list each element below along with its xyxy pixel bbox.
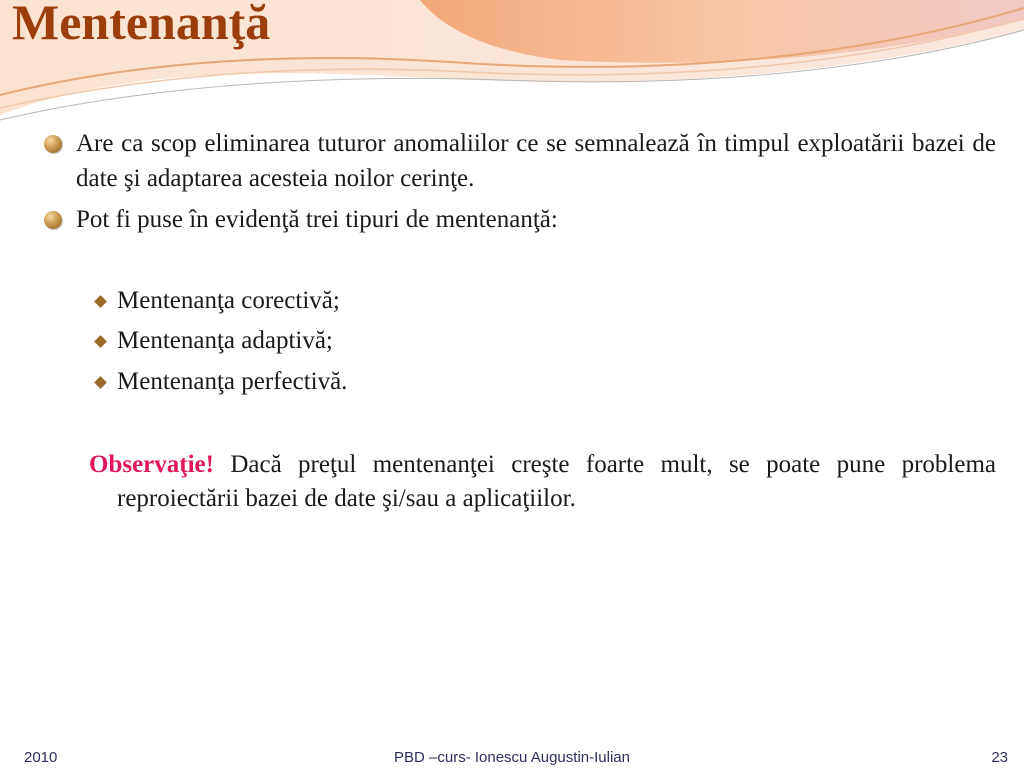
sub-bullet-item xyxy=(92,284,692,318)
sub-bullet-text: Mentenanţa corectivă; xyxy=(117,287,340,314)
bullet-text: Pot fi puse în evidenţă trei tipuri de mentenanţă: xyxy=(76,206,558,233)
observation-lead: Observaţie! xyxy=(89,451,214,478)
bullet-item xyxy=(44,126,996,196)
sub-bullet-text: Mentenanţa adaptivă; xyxy=(117,327,333,354)
bullet-text: Are ca scop eliminarea tuturor anomaliilor ce se semnalează în timpul exploatării bazei de date şi adaptarea acesteia noilor cerinţe. xyxy=(76,130,996,192)
slide-title: Mentenanţă xyxy=(12,0,271,50)
bullet-item xyxy=(44,202,996,237)
sub-bullet-item xyxy=(92,365,692,399)
diamond-bullet-icon xyxy=(94,335,107,348)
diamond-bullet-icon xyxy=(94,376,107,389)
sub-bullet-item xyxy=(92,324,692,358)
footer-year: 2010 xyxy=(24,749,58,766)
observation-paragraph xyxy=(89,448,996,516)
footer-course: PBD –curs- Ionescu Augustin-Iulian xyxy=(394,749,630,766)
footer-page-number: 23 xyxy=(991,749,1008,766)
bullet-ball-icon xyxy=(44,211,62,229)
diamond-bullet-icon xyxy=(94,295,107,308)
bullet-ball-icon xyxy=(44,135,62,153)
observation-text: Dacă preţul mentenanţei creşte foarte mult, se poate pune problema reproiectării bazei de date şi/sau a aplicaţiilor. xyxy=(117,451,996,512)
sub-bullet-text: Mentenanţa perfectivă. xyxy=(117,368,348,395)
